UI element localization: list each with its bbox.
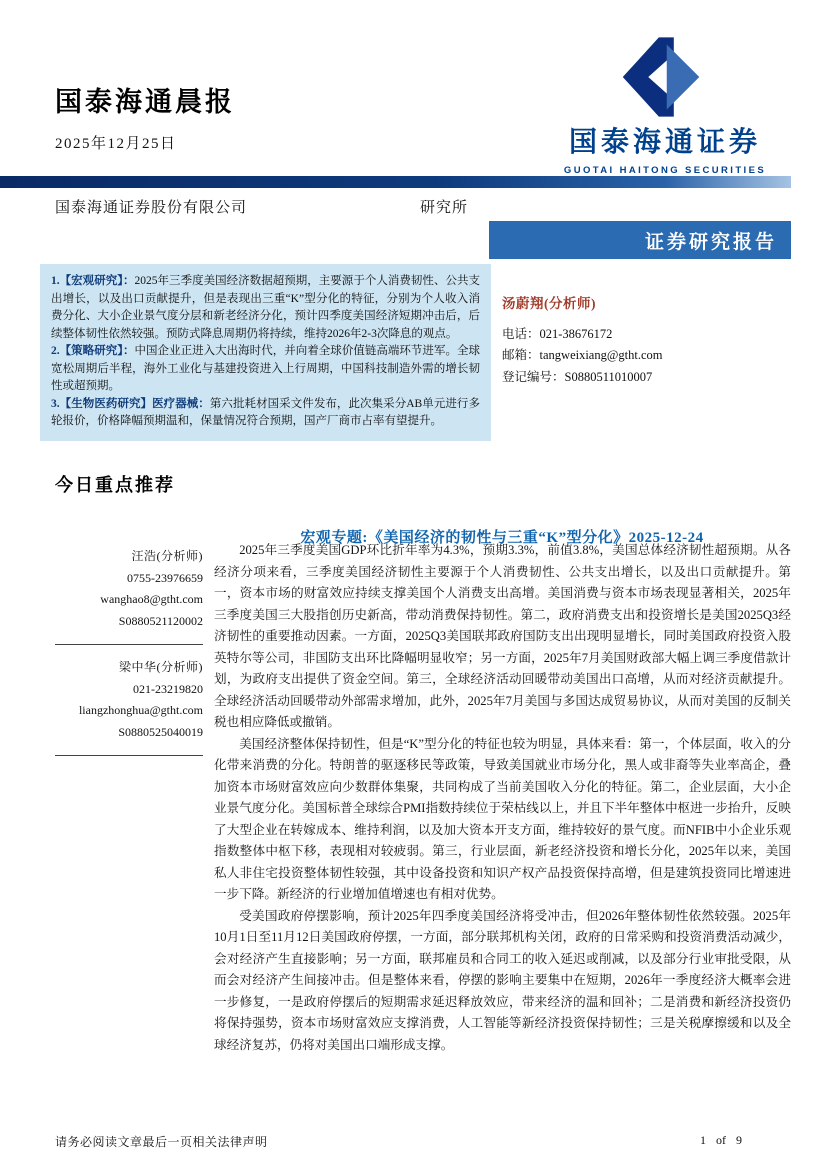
page-total: 9 (736, 1133, 742, 1147)
summary-item-biomed (51, 396, 480, 431)
summary-item-strategy-text: 中国企业正进入大出海时代，并向着全球价值链高端环节进军。全球宽松周期后半程，海外工业化与基建投资进入上行周期，中国科技制造外需的增长韧性或超预期。 (51, 345, 481, 392)
logo-company-name-en: GUOTAI HAITONG SECURITIES (563, 165, 767, 176)
report-title: 国泰海通晨报 (55, 87, 235, 117)
sidebar-analyst-2 (55, 657, 203, 756)
article-paragraph-2: 美国经济整体保持韧性，但是“K”型分化的特征也较为明显，具体来看：第一，个体层面，收入的分化带来消费的分化。特朗普的驱逐移民等政策，导致美国就业市场分化，黑人或非裔等失业率高企，叠加资本市场财富效应向少数群体集聚，共同构成了当前美国收入分化的特征。第二，企业层面，大小企业景气度分化。美国标普全球综合PMI指数持续位于荣枯线以上，并且下半年整体中枢进一步抬升，反映了大型企业在转嫁成本、维持利润，以及加大资本开支方面，维持较好的景气度。而NFIB中小企业乐观指数整体中枢下移，表现相对较疲弱。第三，行业层面，新老经济投资和增长分化，2025年以来，美国私人非住宅投资整体韧性较强，其中设备投资和知识产权产品投资保持高增，但是建筑投资同比增速进一步下降。新经济的行业增加值增速也有相对优势。 (214, 736, 791, 901)
summary-item-macro-tag: 1.【宏观研究】： (51, 275, 135, 287)
article-title: 宏观专题:《美国经济的韧性与三重“K”型分化》2025-12-24 (300, 530, 704, 546)
masthead (55, 80, 235, 153)
company-name: 国泰海通证券股份有限公司 (55, 200, 248, 216)
page-current: 1 (700, 1133, 706, 1147)
sidebar-analyst-2-name: 梁中华(分析师) (119, 660, 203, 674)
article-paragraph-3: 受美国政府停摆影响，预计2025年四季度美国经济将受冲击，但2026年整体韧性依然较强。2025年10月1日至11月12日美国政府停摆，一方面，部分联邦机构关闭，政府的日常采购和投资消费活动减少，会对经济产生直接影响；另一方面，联邦雇员和合同工的收入延迟或削减，以及部分行业审批受限，从而会对经济产生间接冲击。但是整体来看，停摆的影响主要集中在短期，2026年一季度经济大概率会进一步修复，一是政府停摆后的短期需求延迟释放效应，带来经济的温和回补；二是消费和新经济投资仍将保持强势，资本市场财富效应支撑消费，人工智能等新经济投资保持韧性；三是关税摩擦缓和以及全球经济复苏，仍将对美国出口端形成支撑。 (214, 908, 791, 1052)
sidebar-analyst-2-phone: 021-23219820 (133, 681, 203, 696)
summary-item-biomed-text: 第六批耗材国采文件发布，此次集采分AB单元进行多轮报价，价格降幅预期温和，保量情况符合预期，国产厂商市占率有望提升。 (51, 397, 480, 427)
reg-value: S0880511010007 (564, 369, 653, 384)
logo-diamond-icon (621, 36, 709, 118)
summary-item-strategy (51, 343, 480, 396)
email-value: tangweixiang@gtht.com (539, 348, 663, 362)
article-body (214, 540, 791, 1056)
logo-company-name-cn: 国泰海通证券 (568, 127, 761, 158)
analyst-sidebar (55, 546, 203, 768)
article-paragraph-1: 2025年三季度美国GDP环比折年率为4.3%，预期3.3%，前值3.8%，美国总体经济韧性超预期。从各经济分项来看，三季度美国经济韧性主要源于个人消费韧性、公共支出增长，以及出口贡献提升。第一，资本市场的财富效应持续支撑美国个人消费支出高增。美国消费与资本市场表现显著相关，2025年三季度美国三大股指创历史新高，带动消费保持韧性。第二，政府消费支出和投资增长是美国2025Q3经济韧性的重要推动因素。一方面，2025Q3美国联邦政府国防支出出现明显增长，同时美国政府投资入股英特尔等公司，非国防支出环比降幅明显收窄；另一方面，2025年7月美国财政部大幅上调三季度借款计划，为政府支出提供了资金空间。第三，全球经济活动回暖带动美国出口高增，从而对经济贡献提升。全球经济活动回暖带动外部需求增加，此外，2025年7月美国与多国达成贸易协议，从而对美国的反制关税也相应降低或撤销。 (214, 543, 791, 729)
lead-analyst-reg (502, 367, 662, 389)
sidebar-analyst-2-email: liangzhonghua@gtht.com (78, 703, 203, 717)
reg-label: 登记编号： (502, 369, 565, 384)
phone-value: 021-38676172 (539, 326, 613, 341)
report-type-label: 证券研究报告 (644, 231, 777, 253)
sidebar-analyst-1 (55, 546, 203, 645)
sidebar-analyst-2-reg: S0880525040019 (118, 724, 203, 739)
summary-item-macro-text: 2025年三季度美国经济数据超预期，主要源于个人消费韧性、公共支出增长，以及出口贡献提升，但是表现出三重“K”型分化的特征，分别为个人收入消费分化、大小企业景气度分层和新老经济分化，预计四季度美国经济短期冲击后，后续整体韧性依然较强。预防式降息周期仍将持续，维持2026年2-3次降息的观点。 (51, 275, 480, 340)
sidebar-analyst-1-reg: S0880521120002 (118, 613, 203, 628)
summary-item-macro (51, 273, 480, 343)
report-date: 2025年12月25日 (55, 136, 177, 152)
header-divider-bar (0, 176, 791, 188)
lead-analyst-phone (502, 324, 662, 346)
footer-disclaimer: 请务必阅读文章最后一页相关法律声明 (55, 1135, 268, 1149)
sidebar-analyst-1-email: wanghao8@gtht.com (100, 592, 203, 606)
company-logo (538, 36, 792, 176)
page-number (700, 1133, 742, 1148)
section-heading: 今日重点推荐 (55, 475, 175, 495)
company-row (55, 196, 791, 217)
lead-analyst-email (502, 345, 662, 367)
lead-analyst-block (502, 293, 662, 388)
summary-item-strategy-tag: 2.【策略研究】： (51, 345, 135, 357)
sidebar-analyst-1-phone: 0755-23976659 (127, 570, 203, 585)
phone-label: 电话： (502, 326, 540, 341)
sidebar-analyst-1-name: 汪浩(分析师) (131, 549, 203, 563)
page-of-label: of (716, 1133, 726, 1147)
department-name: 研究所 (420, 200, 469, 216)
report-type-banner (489, 221, 791, 259)
email-label: 邮箱： (502, 348, 540, 362)
lead-analyst-name: 汤蔚翔(分析师) (502, 296, 596, 311)
summary-item-biomed-tag: 3.【生物医药研究】医疗器械： (51, 397, 210, 410)
summary-box (40, 264, 491, 441)
